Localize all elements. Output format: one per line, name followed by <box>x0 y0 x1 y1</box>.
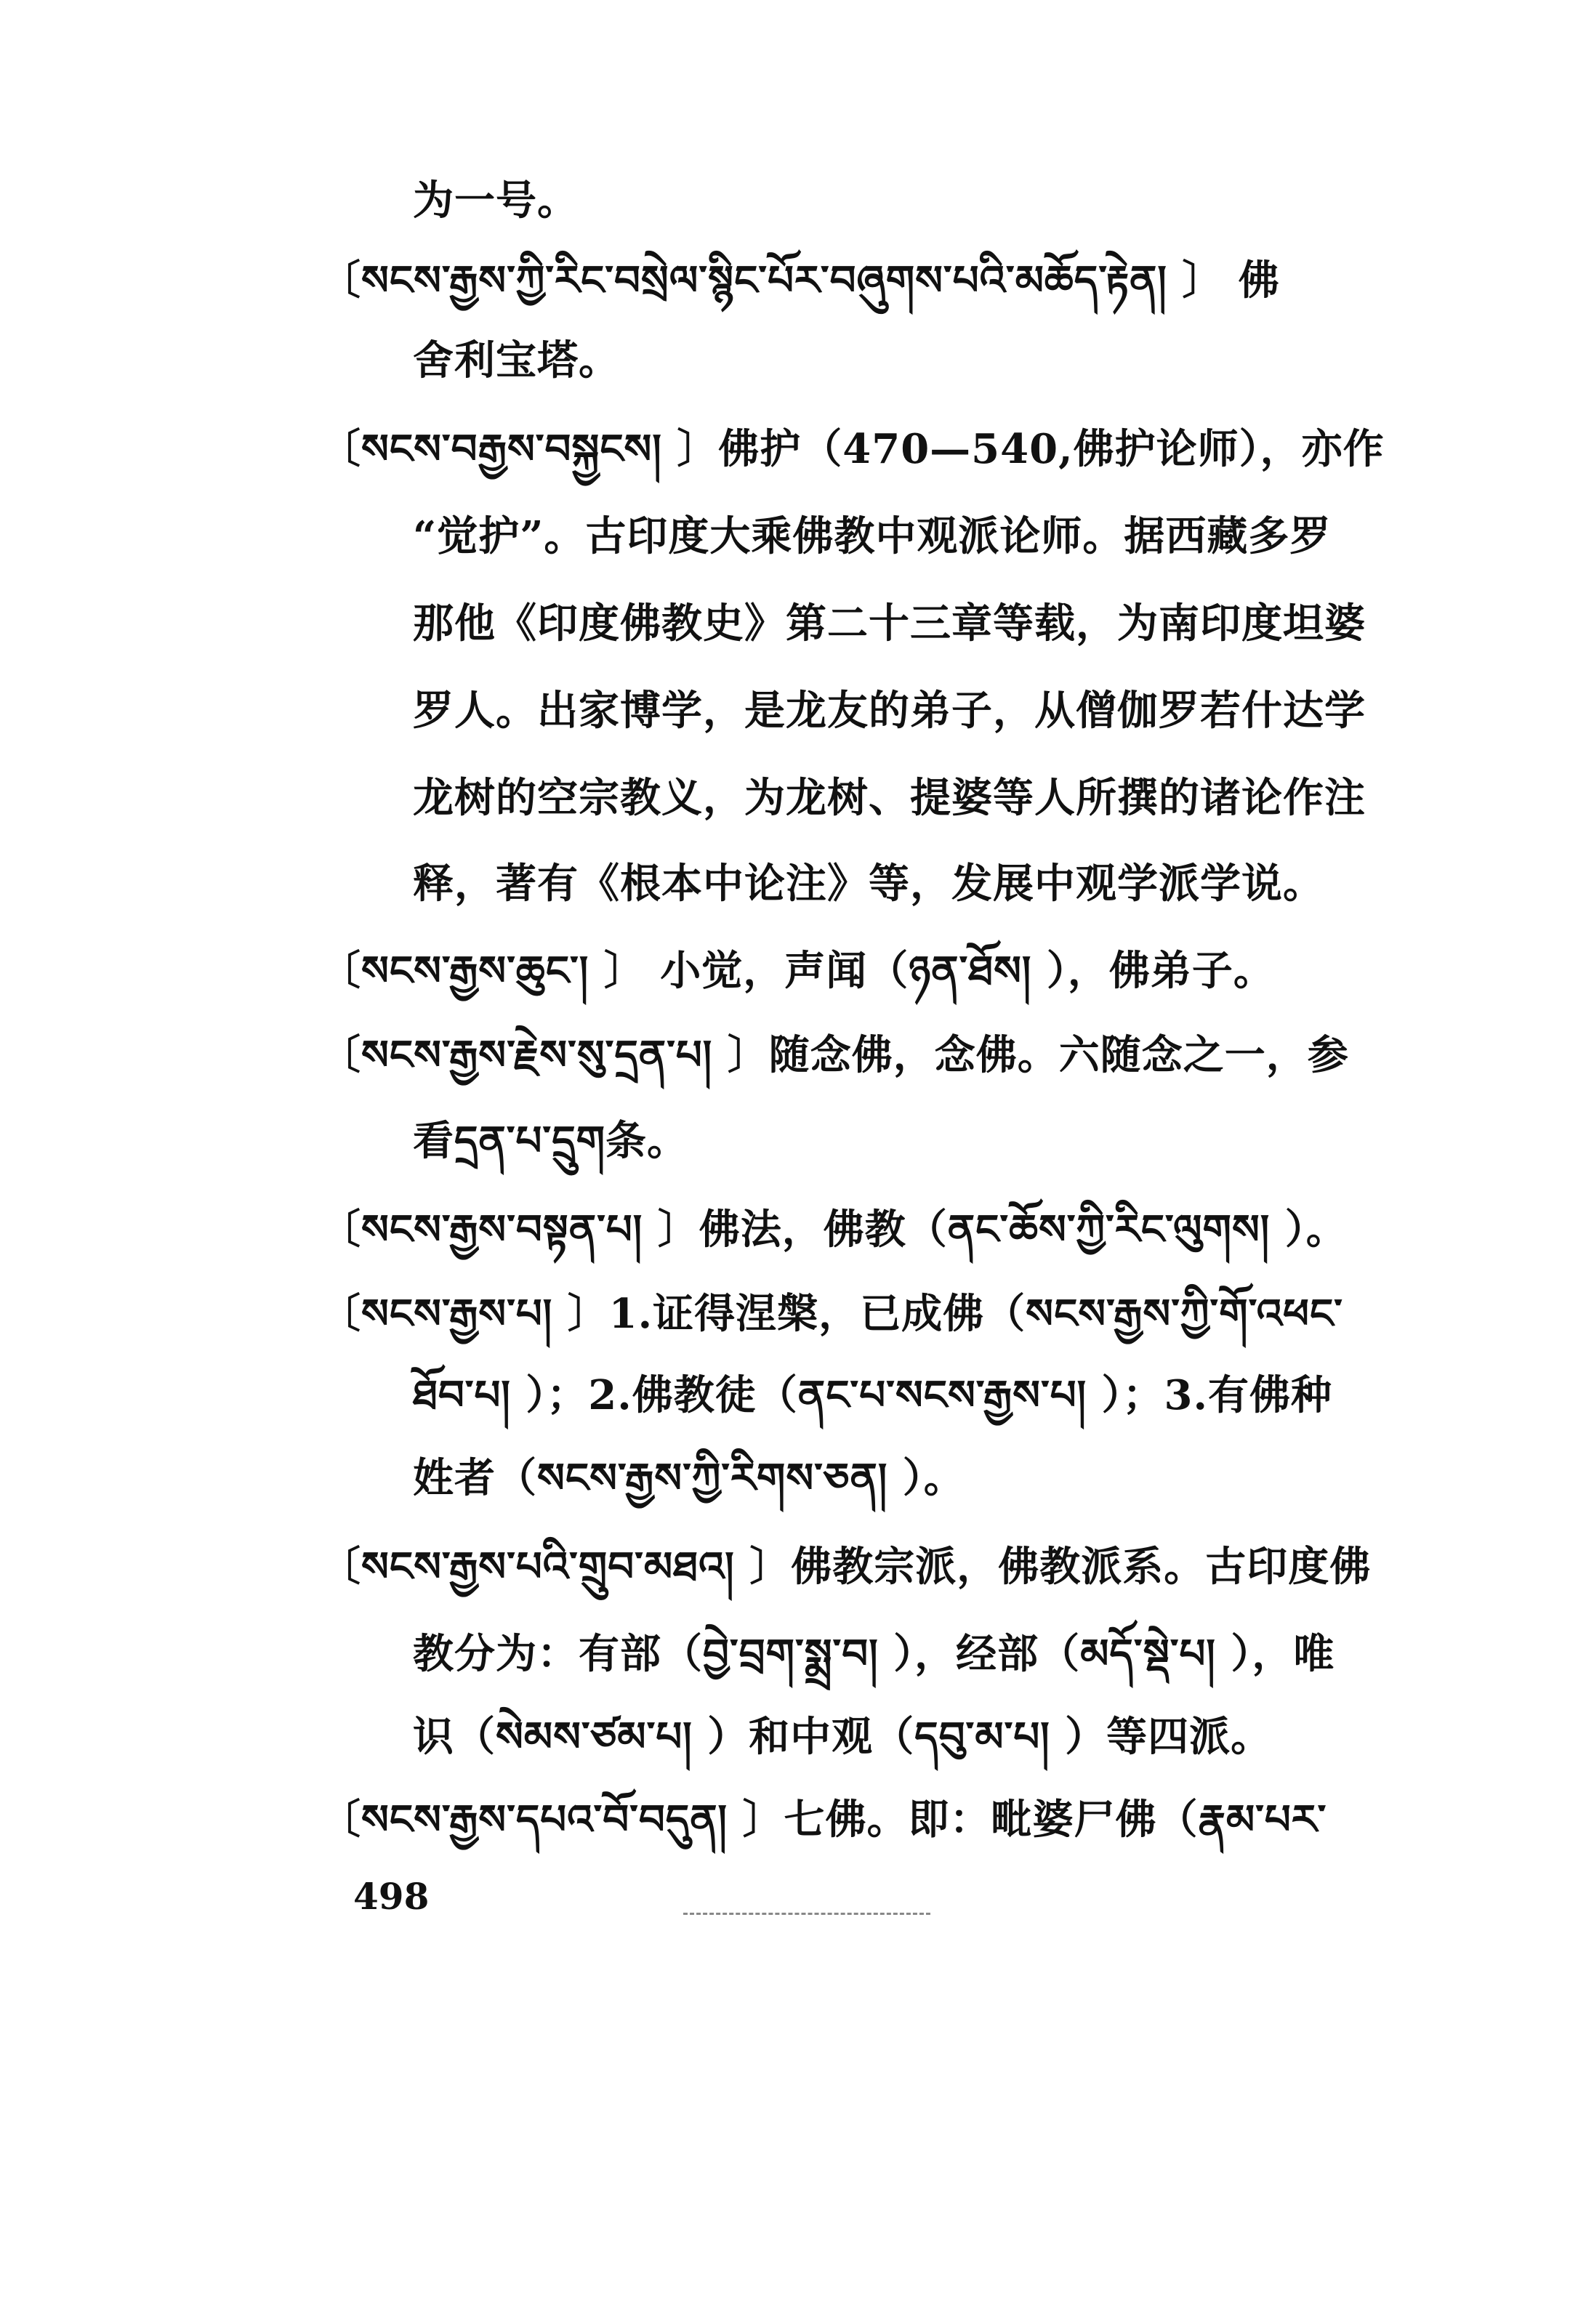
text-line-7: 罗人。出家博学，是龙友的弟子，从僧伽罗若什达学 <box>413 687 1366 735</box>
page-number: 498 <box>353 1875 430 1918</box>
entry-heading-line: 〔སངས་རྒྱས་བསྟན་པ། 〕佛法，佛教（ནང་ཆོས་ཀྱི་རིང་ལུགས། ）。 <box>320 1206 1348 1254</box>
entry-heading-line: 〔སངས་བརྒྱས་བསྐྱངས། 〕佛护（470—540,佛护论师），亦作 <box>320 425 1385 473</box>
text-line-15: ཐོབ་པ། ）；2.佛教徒（ནང་པ་སངས་རྒྱས་པ། ）；3.有佛种 <box>413 1371 1332 1419</box>
text-line-12: 看དྲན་པ་དྲུག条。 <box>413 1117 689 1165</box>
text-line-9: 释，著有《根本中论注》等，发展中观学派学说。 <box>413 860 1324 908</box>
entry-heading-line: 〔སངས་རྒྱས་ཆུང་། 〕 小觉，声闻（ཉན་ཐོས། ），佛弟子。 <box>320 947 1275 995</box>
entry-heading-line: 〔སངས་རྒྱས་རྗེས་སུ་དྲན་པ། 〕随念佛，念佛。六随念之一，参 <box>320 1031 1349 1079</box>
text-line-6: 那他《印度佛教史》第二十三章等载，为南印度坦婆 <box>413 600 1366 647</box>
text-line-1: 为一号。 <box>413 177 579 225</box>
text-line-16: 姓者（སངས་རྒྱས་ཀྱི་རིགས་ཅན། ）。 <box>413 1454 965 1502</box>
text-line-19: 识（སེམས་ཙམ་པ། ）和中观（དབུ་མ་པ། ）等四派。 <box>413 1713 1273 1761</box>
footer-rule <box>683 1913 930 1915</box>
entry-heading-line: 〔སངས་རྒྱས་ཀྱི་རིང་བསྲེལ་སྙིང་པོར་བཞུགས་པའི་མཆོད་རྟེན། 〕 佛 <box>320 257 1280 304</box>
entry-heading-line: 〔སངས་རྒྱས་དཔའ་བོ་བདུན། 〕七佛。即：毗婆尸佛（རྣམ་པར་ <box>320 1796 1327 1844</box>
text-line-8: 龙树的空宗教义，为龙树、提婆等人所撰的诸论作注 <box>413 774 1366 822</box>
text-line-3: 舍利宝塔。 <box>413 336 620 384</box>
entry-heading-line: 〔སངས་རྒྱས་པ། 〕1.证得涅槃，已成佛（སངས་རྒྱས་ཀྱི་གོ་འཕང་ <box>320 1290 1343 1338</box>
text-line-18: 教分为：有部（བྱེ་བྲག་སྨྲ་བ། ），经部（མདོ་སྡེ་པ། ），唯 <box>413 1630 1335 1678</box>
text-line-5: “觉护”。古印度大乘佛教中观派论师。据西藏多罗 <box>413 512 1332 560</box>
entry-heading-line: 〔སངས་རྒྱས་པའི་གྲུབ་མཐའ། 〕佛教宗派，佛教派系。古印度佛 <box>320 1543 1372 1591</box>
